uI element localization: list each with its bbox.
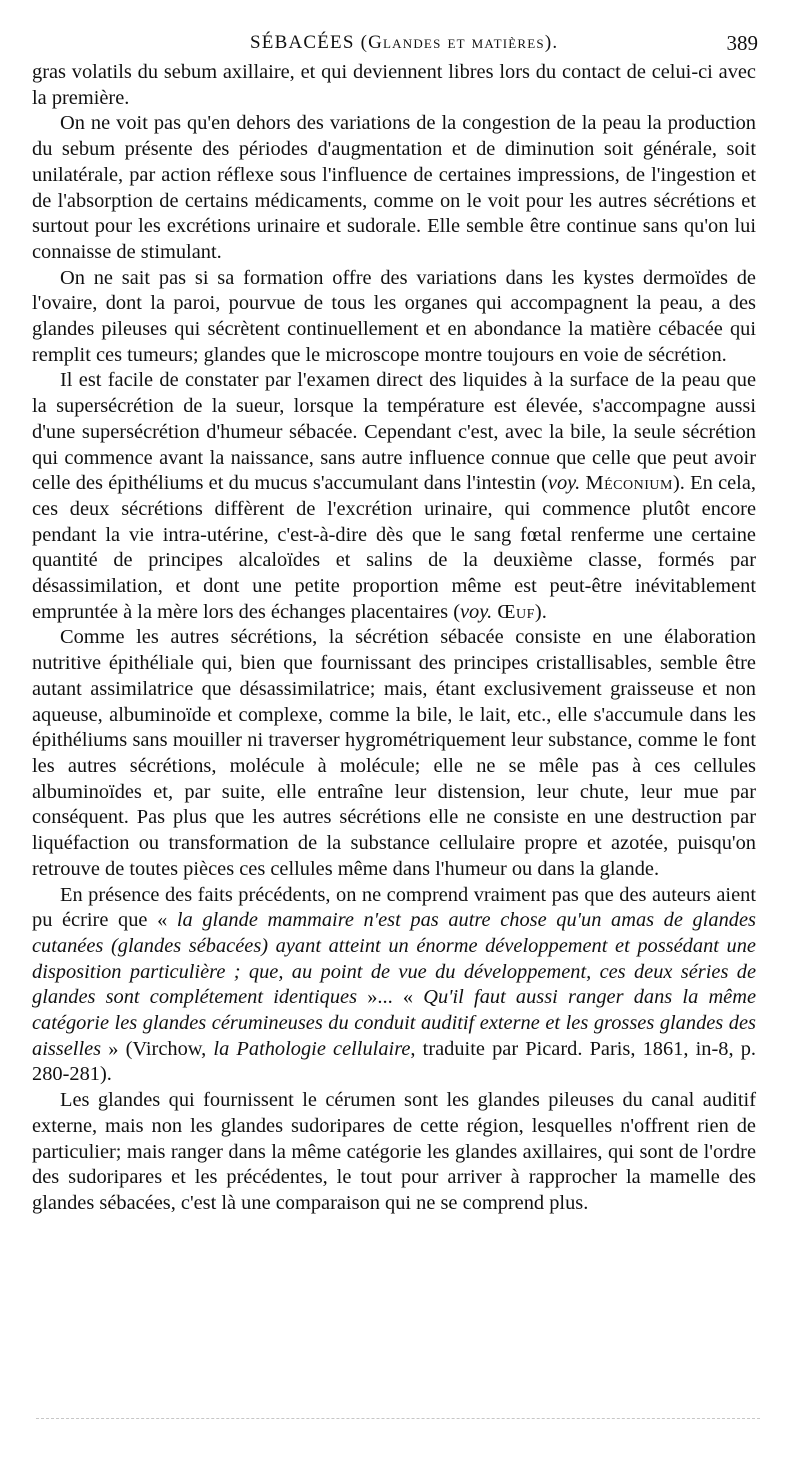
page-number: 389: [726, 31, 758, 55]
running-header: [32, 32, 758, 58]
paragraph-text: En présence des faits précédents, on ne comprend vraiment pas que des auteurs aient pu écrire que «: [32, 883, 756, 932]
paragraph-text: Il est facile de constater par l'examen direct des liquides à la surface de la peau que la supersécrétion de la sueur, lorsque la température est élevée, s'accompagne aussi d'une supersécrétion d'humeur sébacée. Cependant c'est, avec la bile, la seule sécrétion qui commence avant la naissance, sans autre influence connue que celle que peut avoir celle des épithéliums et du mucus s'accumulant dans l'intestin (: [32, 369, 756, 495]
paragraph-text: ).: [534, 600, 547, 623]
running-title: SÉBACÉES (Glandes et matières).: [250, 32, 559, 53]
quotation-mammary-gland: la glande mammaire n'est pas autre chose qu'un amas de glandes cutanées (glandes sébacées) ayant atteint un énorme développement et possédant une disposition particulière ; que, au point de vue du développement, ces deux séries de glandes sont complétement identiques: [32, 909, 756, 1009]
paragraph-text: »... «: [357, 986, 424, 1009]
cross-reference-oeuf: Œuf: [497, 600, 535, 623]
cross-reference-meconium: Méconium: [585, 472, 673, 495]
see-also-marker: voy.: [460, 600, 493, 623]
paragraph-epithelial-elaboration: Comme les autres sécrétions, la sécrétion sébacée consiste en une élaboration nutritive épithéliale qui, bien que fournissant des principes cristallisables, semble être autant assimilatrice que désassimilatrice; mais, étant exclusivement graisseuse et non aqueuse, albuminoïde et complexe, comme la bile, le lait, etc., elle s'accumule dans les épithéliums sans mouiller ni traverser hygrométriquement leur substance, comme le font les autres sécrétions, molécule à molécule; elle ne se mêle pas à ces cellules albuminoïdes et, par suite, elle entraîne leur distension, leur chute, leur mue par conséquent. Pas plus que les autres sécrétions elle ne consiste en une destruction par liquéfaction ou transformation de la substance cellulaire propre et azotée, puisqu'on retrouve de toutes pièces ces cellules même dans l'humeur ou dans la glande.: [32, 626, 756, 880]
paragraph-sebum-variations: On ne voit pas qu'en dehors des variations de la congestion de la peau la production du sebum présente des périodes d'augmentation et de diminution soit générale, soit unilatérale, par action réflexe sous l'influence de certaines impressions, de l'ingestion et de l'absorption de certains médicaments, comme on le voit pour les autres sécrétions et surtout pour les excrétions urinaire et sudorale. Elle semble être continue sans qu'on lui connaisse de stimulant.: [32, 112, 756, 263]
paragraph-continuation: gras volatils du sebum axillaire, et qui deviennent libres lors du contact de celui-ci avec la première.: [32, 61, 756, 109]
paragraph-text: ). En cela, ces deux sécrétions diffèrent de l'excrétion urinaire, qui commence plutôt encore pendant la vie intra-utérine, c'est-à-dire dès que le sang fœtal renferme une certaine quantité de principes alcaloïdes et salins de la deuxième classe, formés par désassimilation, et dont une petite proportion même est peut-être inévitablement empruntée à la mère lors des échanges placentaires (: [32, 472, 756, 623]
paragraph-virchow-quote: [32, 883, 756, 1089]
paragraph-dermoid-cysts: On ne sait pas si sa formation offre des variations dans les kystes dermoïdes de l'ovaire, dont la paroi, pourvue de tous les organes qui accompagnent la peau, a des glandes pileuses qui sécrètent continuellement et en abondance la matière cébacée qui remplit ces tumeurs; glandes que le microscope montre toujours en voie de sécrétion.: [32, 266, 756, 366]
cited-book-title: la Pathologie cellulaire: [213, 1037, 411, 1060]
see-also-marker: voy.: [547, 472, 581, 495]
paragraph-cerumen-glands: Les glandes qui fournissent le cérumen sont les glandes pileuses du canal auditif externe, mais non les glandes sudoripares de cette région, lesquelles n'offrent rien de particulier; mais ranger dans la même catégorie les glandes axillaires, qui sont de l'ordre des sudoripares et les précédentes, le tout pour arriver à rapprocher la mamelle des glandes sébacées, c'est là une comparaison qui ne se comprend plus.: [32, 1089, 756, 1214]
footer-rule: [36, 1418, 760, 1419]
paragraph-text: , traduite par Picard. Paris, 1861, in-8, p. 280-281).: [32, 1037, 756, 1086]
body-text: [32, 60, 756, 1217]
paragraph-text: » (Virchow,: [101, 1037, 214, 1060]
paragraph-supersecretion: [32, 368, 756, 625]
quotation-ceruminous-glands: Qu'il faut aussi ranger dans la même catégorie les glandes cérumineuses du conduit auditif externe et les grosses glandes des aisselles: [32, 986, 756, 1060]
